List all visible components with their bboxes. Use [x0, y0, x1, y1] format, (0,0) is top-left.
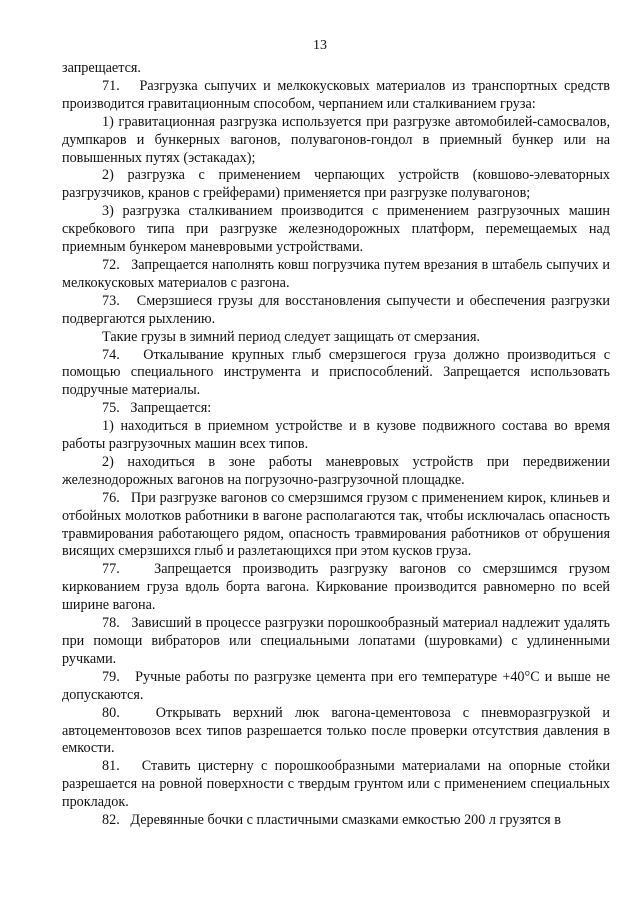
clause-80: 80. Открывать верхний люк вагона-цементовоза с пневморазгрузкой и автоцементовозов всех типов разрешается только после проверки отсутствия давления в емкости. — [62, 704, 610, 757]
page-number: 13 — [313, 38, 327, 53]
clause-71-item-2: 2) разгрузка с применением черпающих устройств (ковшово-элеваторных разгрузчиков, кранов с грейферами) применяется при разгрузке полувагонов; — [62, 167, 610, 202]
clause-71-item-1: 1) гравитационная разгрузка используется при разгрузке автомобилей-самосвалов, думпкаров и бункерных вагонов, полувагонов-гондол в приемный бункер или на повышенных путях (эстакадах); — [62, 113, 610, 166]
clause-73-note: Такие грузы в зимний период следует защищать от смерзания. — [102, 328, 481, 345]
clause-75-item-1: 1) находиться в приемном устройстве и в кузове подвижного состава во время работы разгрузочных машин всех типов. — [62, 418, 610, 453]
clause-76: 76. При разгрузке вагонов со смерзшимся грузом с применением кирок, клиньев и отбойных молотков работники в вагоне располагаются так, чтобы исключалась опасность травмирования работающего рядом, опасность травмирования работников от обрушения висящих смерзшихся глыб и разлетающихся при этом кусков груза. — [62, 489, 610, 560]
clause-71-item-3: 3) разгрузка сталкиванием производится с применением разгрузочных машин скребкового типа при разгрузке железнодорожных платформ, перемещаемых над приемным бункером маневровыми устройствами. — [62, 203, 610, 256]
clause-75-item-2: 2) находиться в зоне работы маневровых устройств при передвижении железнодорожных вагонов на погрузочно-разгрузочной площадке. — [62, 453, 610, 488]
paragraph-continuation: запрещается. — [62, 60, 141, 76]
clause-79: 79. Ручные работы по разгрузке цемента при его температуре +40°С и выше не допускаются. — [62, 668, 610, 703]
clause-74: 74. Откалывание крупных глыб смерзшегося груза должно производиться с помощью специального инструмента и приспособлений. Запрещается использовать подручные материалы. — [62, 346, 610, 399]
clause-78: 78. Зависший в процессе разгрузки порошкообразный материал надлежит удалять при помощи вибраторов или специальными лопатами (шуровками) с удлиненными ручками. — [62, 615, 610, 667]
document-body — [62, 60, 610, 830]
clause-75: 75. Запрещается: — [102, 400, 212, 417]
clause-81: 81. Ставить цистерну с порошкообразными материалами на опорные стойки разрешается на ровной поверхности с твердым грунтом или с применением специальных прокладок. — [62, 758, 610, 811]
clause-77: 77. Запрещается производить разгрузку вагонов со смерзшимся грузом киркованием груза вдоль борта вагона. Киркование производится равномерно по всей ширине вагона. — [62, 561, 610, 614]
clause-82: 82. Деревянные бочки с пластичными смазками емкостью 200 л грузятся в — [102, 812, 561, 829]
clause-73: 73. Смерзшиеся грузы для восстановления сыпучести и обеспечения разгрузки подвергаются рыхлению. — [62, 292, 610, 327]
clause-72: 72. Запрещается наполнять ковш погрузчика путем врезания в штабель сыпучих и мелкокусковых материалов с разгона. — [62, 256, 610, 291]
clause-71: 71. Разгрузка сыпучих и мелкокусковых материалов из транспортных средств производится гравитационным способом, черпанием или сталкиванием груза: — [62, 77, 610, 112]
